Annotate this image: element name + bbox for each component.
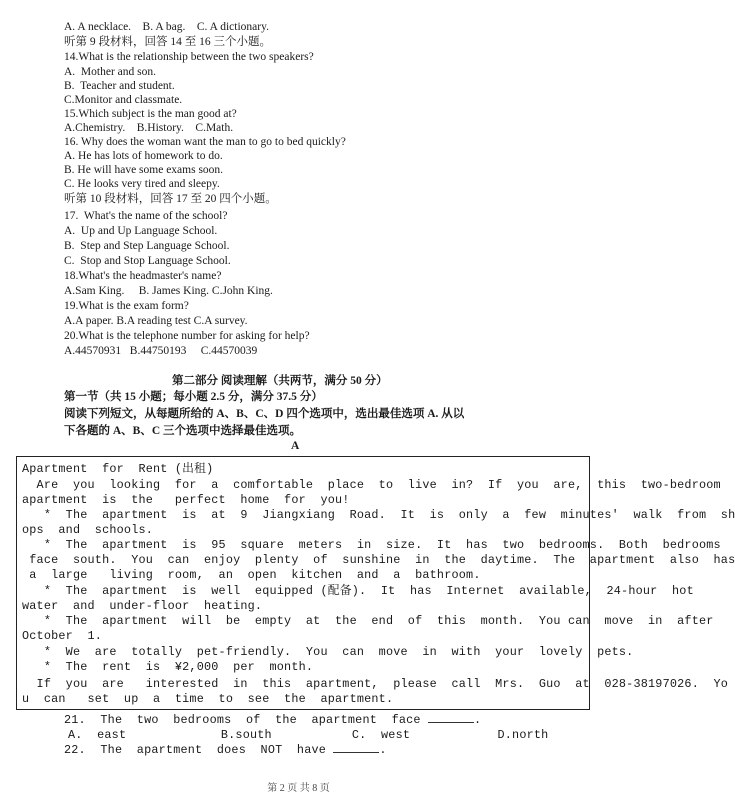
passage-line: * The apartment will be empty at the end of this month. You can move in after xyxy=(22,614,714,628)
part-two-title: 第二部分 阅读理解（共两节，满分 50 分） xyxy=(172,375,388,387)
q19-stem: 19.What is the exam form? xyxy=(64,300,189,312)
passage-line: a large living room, an open kitchen and a bathroom. xyxy=(22,568,481,582)
passage-line: October 1. xyxy=(22,629,103,643)
passage-line: u can set up a time to see the apartment. xyxy=(22,692,394,706)
q17-option-a: A. Up and Up Language School. xyxy=(64,225,218,237)
q15-stem: 15.Which subject is the man good at? xyxy=(64,108,237,120)
q16-option-b: B. He will have some exams soon. xyxy=(64,164,224,176)
q13-options: A. A necklace. B. A bag. C. A dictionary. xyxy=(64,21,269,33)
q17-option-b: B. Step and Step Language School. xyxy=(64,240,230,252)
material-9-instruction: 听第 9 段材料，回答 14 至 16 三个小题。 xyxy=(64,36,271,48)
reading-instruction-line1: 阅读下列短文，从每题所给的 A、B、C、D 四个选项中，选出最佳选项 A. 从以 xyxy=(64,408,465,420)
passage-line: apartment is the perfect home for you! xyxy=(22,493,350,507)
passage-line: ops and schools. xyxy=(22,523,154,537)
passage-line: If you are interested in this apartment, please call Mrs. Guo at 028-38197026. Yo xyxy=(22,677,729,691)
passage-line: Are you looking for a comfortable place to live in? If you are, this two-bedroom xyxy=(22,478,721,492)
reading-instruction-line2: 下各题的 A、B、C 三个选项中选择最佳选项。 xyxy=(64,425,302,437)
q20-options: A.44570931 B.44750193 C.44570039 xyxy=(64,345,258,357)
q18-options: A.Sam King. B. James King. C.John King. xyxy=(64,285,273,297)
q16-stem: 16. Why does the woman want the man to go to bed quickly? xyxy=(64,136,346,148)
q19-options: A.A paper. B.A reading test C.A survey. xyxy=(64,315,248,327)
passage-line: * The apartment is well equipped (配备). It has Internet available, 24-hour hot xyxy=(22,584,694,598)
q22-stem: 22. The apartment does NOT have . xyxy=(64,743,387,757)
passage-title: Apartment for Rent (出租) xyxy=(22,462,214,476)
q15-options: A.Chemistry. B.History. C.Math. xyxy=(64,122,234,134)
section-one-title: 第一节（共 15 小题；每小题 2.5 分，满分 37.5 分） xyxy=(64,391,323,403)
answer-blank xyxy=(428,722,474,723)
material-10-instruction: 听第 10 段材料，回答 17 至 20 四个小题。 xyxy=(64,193,277,205)
page-footer: 第 2 页 共 8 页 xyxy=(267,783,330,794)
q21-stem: 21. The two bedrooms of the apartment face . xyxy=(64,713,482,727)
q14-option-c: C.Monitor and classmate. xyxy=(64,94,183,106)
q14-option-a: A. Mother and son. xyxy=(64,66,156,78)
q17-stem: 17. What's the name of the school? xyxy=(64,210,228,222)
q16-option-a: A. He has lots of homework to do. xyxy=(64,150,223,162)
q20-stem: 20.What is the telephone number for asking for help? xyxy=(64,330,310,342)
passage-line: * The apartment is at 9 Jiangxiang Road. It is only a few minutes' walk from sh xyxy=(22,508,735,522)
passage-line: * The apartment is 95 square meters in size. It has two bedrooms. Both bedrooms xyxy=(22,538,721,552)
passage-line: water and under-floor heating. xyxy=(22,599,263,613)
q18-stem: 18.What's the headmaster's name? xyxy=(64,270,222,282)
answer-blank xyxy=(333,752,379,753)
passage-letter: A xyxy=(291,440,300,452)
q14-stem: 14.What is the relationship between the two speakers? xyxy=(64,51,314,63)
q21-options: A. east B.south C. west D.north xyxy=(68,728,549,742)
q16-option-c: C. He looks very tired and sleepy. xyxy=(64,178,220,190)
q17-option-c: C. Stop and Stop Language School. xyxy=(64,255,231,267)
passage-line: * We are totally pet-friendly. You can move in with your lovely pets. xyxy=(22,645,634,659)
q14-option-b: B. Teacher and student. xyxy=(64,80,175,92)
passage-line: face south. You can enjoy plenty of sunshine in the daytime. The apartment also has xyxy=(22,553,735,567)
passage-line: * The rent is ¥2,000 per month. xyxy=(22,660,314,674)
